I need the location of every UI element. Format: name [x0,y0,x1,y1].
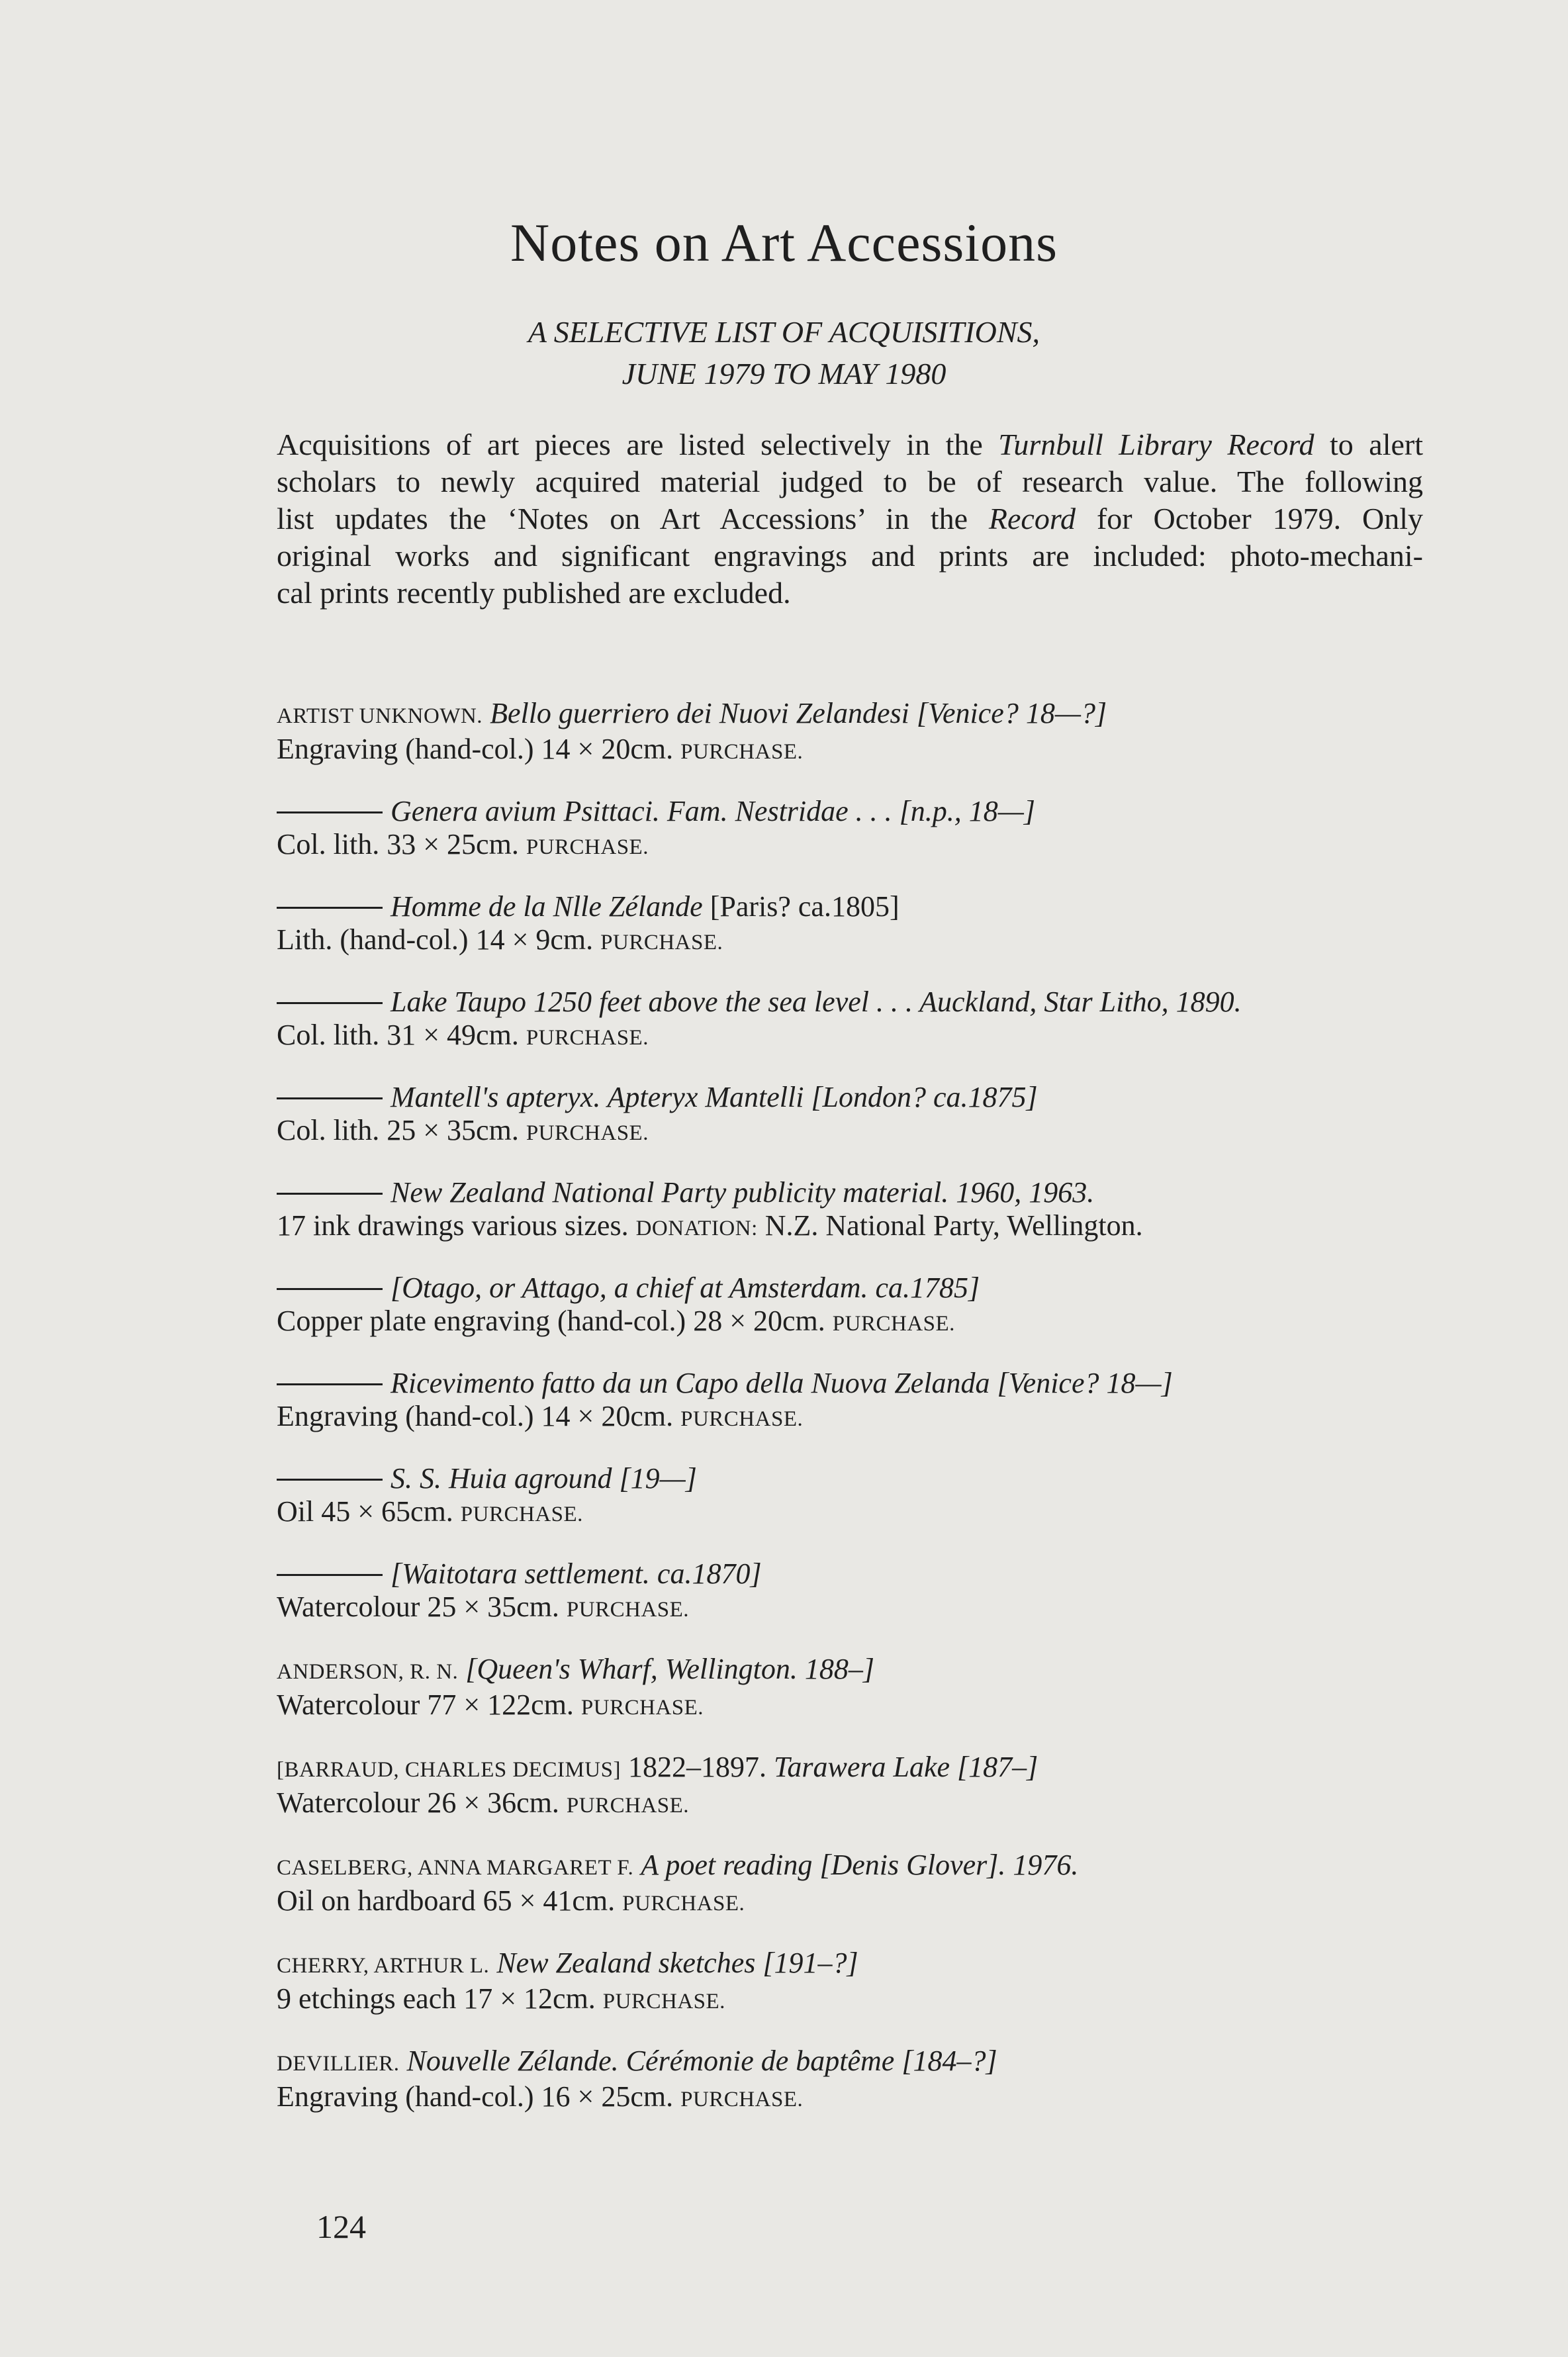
ditto-dash [277,1097,383,1099]
ditto-dash [277,1193,383,1195]
accession-entry [277,1176,1442,1245]
accession-entry [277,697,1442,768]
acquisition-type: PURCHASE. [600,931,723,954]
accession-entry [277,1367,1442,1436]
acquisition-type: PURCHASE. [680,2088,804,2111]
work-title: Nouvelle Zélande. Cérémonie de baptême [184–?] [406,2045,997,2077]
accession-entry [277,986,1442,1054]
accession-entry [277,1947,1442,2018]
acquisition-type: PURCHASE. [526,1121,649,1145]
artist-dates: 1822–1897. [620,1751,774,1783]
page-number: 124 [316,2208,366,2245]
work-details: Oil 45 × 65cm. [277,1495,453,1528]
page-title: Notes on Art Accessions [510,212,1058,273]
work-details: Engraving (hand-col.) 14 × 20cm. [277,733,674,765]
work-details: Lith. (hand-col.) 14 × 9cm. [277,923,594,956]
work-details: 9 etchings each 17 × 12cm. [277,1982,596,2015]
work-title: A poet reading [Denis Glover]. 1976. [641,1849,1079,1881]
work-details: Watercolour 25 × 35cm. [277,1591,559,1623]
work-details: Col. lith. 33 × 25cm. [277,828,519,860]
acquisition-type: PURCHASE. [680,740,804,764]
work-details: Oil on hardboard 65 × 41cm. [277,1884,616,1917]
artist-name: DEVILLIER. [277,2052,400,2076]
subtitle [0,311,1568,394]
work-title: New Zealand National Party publicity material. 1960, 1963. [391,1176,1095,1209]
work-imprint: [Paris? ca.1805] [702,890,899,923]
accessions-list [277,697,1442,2143]
acquisition-type: PURCHASE. [832,1312,955,1336]
acquisition-type: PURCHASE. [680,1407,804,1431]
work-title: Genera avium Psittaci. Fam. Nestridae . . . [n.p., 18—] [391,795,1036,827]
ditto-dash [277,907,383,909]
work-details: Col. lith. 25 × 35cm. [277,1114,519,1146]
ditto-dash [277,1574,383,1576]
work-details: Engraving (hand-col.) 16 × 25cm. [277,2080,674,2113]
accession-entry [277,1557,1442,1626]
acquisition-type: PURCHASE. [602,1990,725,2013]
accession-entry [277,2045,1442,2116]
ditto-dash [277,1479,383,1481]
donor-name: N.Z. National Party, Wellington. [757,1209,1143,1242]
artist-name: ANDERSON, R. N. [277,1660,459,1684]
work-details: Copper plate engraving (hand-col.) 28 × 20cm. [277,1305,825,1337]
work-details: 17 ink drawings various sizes. [277,1209,629,1242]
work-details: Engraving (hand-col.) 14 × 20cm. [277,1400,674,1432]
ditto-dash [277,811,383,813]
work-title: Homme de la Nlle Zélande [391,890,703,923]
artist-name: ARTIST UNKNOWN. [277,704,483,728]
accession-entry [277,1271,1442,1340]
work-title: [Otago, or Attago, a chief at Amsterdam. ca.1785] [391,1271,980,1304]
work-title: New Zealand sketches [191–?] [496,1947,858,1979]
artist-name: CHERRY, ARTHUR L. [277,1954,490,1978]
work-title: S. S. Huia aground [19—] [391,1462,697,1495]
intro-paragraph [277,426,1423,612]
accession-entry [277,1081,1442,1150]
artist-name: [BARRAUD, CHARLES DECIMUS] [277,1758,621,1782]
accession-entry [277,1849,1442,1920]
accession-entry [277,1462,1442,1531]
subtitle-line-1: A SELECTIVE LIST OF ACQUISITIONS, [528,315,1040,349]
acquisition-type: PURCHASE. [566,1598,690,1622]
work-details: Watercolour 26 × 36cm. [277,1786,559,1819]
work-details: Watercolour 77 × 122cm. [277,1688,574,1721]
work-title: Mantell's apteryx. Apteryx Mantelli [London? ca.1875] [391,1081,1038,1113]
accession-entry [277,1751,1442,1822]
acquisition-type: PURCHASE. [622,1892,745,1916]
intro-line: list updates the ‘Notes on Art Accessions’ in the Record for October 1979. Only [277,502,1423,535]
intro-line: cal prints recently published are excluded. [277,576,791,610]
acquisition-type: PURCHASE. [460,1502,583,1526]
accession-entry [277,795,1442,864]
ditto-dash [277,1288,383,1290]
work-title: Bello guerriero dei Nuovi Zelandesi [Venice? 18—?] [490,697,1107,729]
ditto-dash [277,1002,383,1004]
accession-entry [277,890,1442,959]
work-title: [Queen's Wharf, Wellington. 188–] [465,1653,874,1685]
journal-short-title: Record [988,502,1076,535]
subtitle-line-2: JUNE 1979 TO MAY 1980 [622,357,946,391]
acquisition-type: PURCHASE. [580,1696,704,1720]
acquisition-type: DONATION: [635,1217,758,1240]
work-title: Lake Taupo 1250 feet above the sea level . . . Auckland, Star Litho, 1890. [391,986,1242,1018]
intro-line: Acquisitions of art pieces are listed selectively in the Turnbull Library Record to alert [277,428,1424,461]
acquisition-type: PURCHASE. [526,1026,649,1050]
intro-line: original works and significant engravings and prints are included: photo-mechani- [277,539,1423,573]
ditto-dash [277,1383,383,1385]
acquisition-type: PURCHASE. [566,1794,690,1818]
work-title: Tarawera Lake [187–] [773,1751,1038,1783]
accession-entry [277,1653,1442,1724]
work-details: Col. lith. 31 × 49cm. [277,1019,519,1051]
journal-title: Turnbull Library Record [998,428,1314,461]
work-title: [Waitotara settlement. ca.1870] [391,1557,762,1590]
work-title: Ricevimento fatto da un Capo della Nuova Zelanda [Venice? 18—] [391,1367,1173,1399]
artist-name: CASELBERG, ANNA MARGARET F. [277,1856,634,1880]
intro-line: scholars to newly acquired material judged to be of research value. The following [277,465,1423,498]
acquisition-type: PURCHASE. [526,835,649,859]
